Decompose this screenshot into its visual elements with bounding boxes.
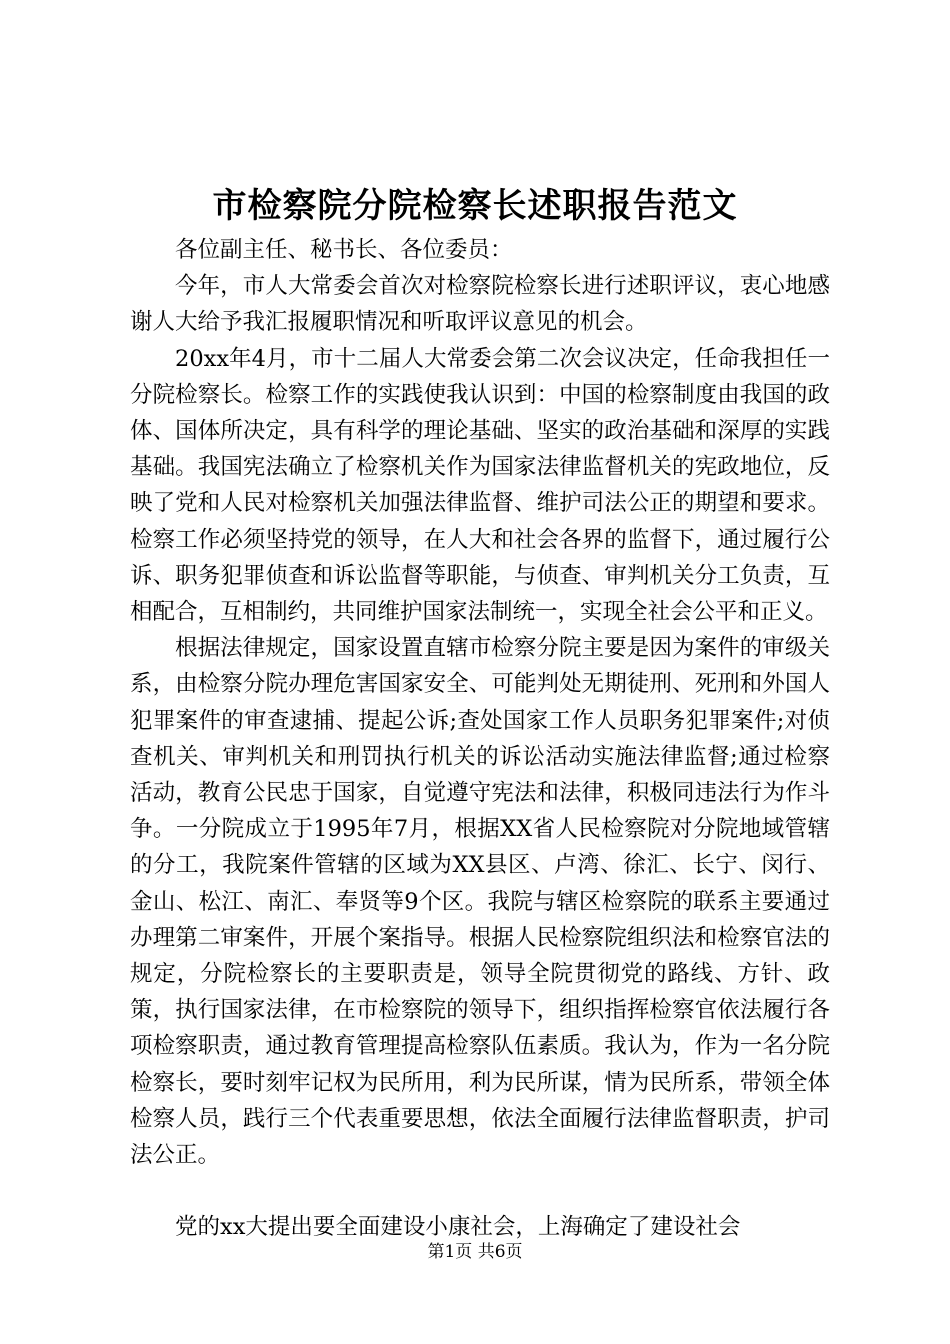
duties-paragraph: 根据法律规定，国家设置直辖市检察分院主要是因为案件的审级关系，由检察分院办理危害国家安全、可能判处无期徒刑、死刑和外国人犯罪案件的审查逮捕、提起公诉;查处国家工作人员职务犯罪案件;对侦查机关、审判机关和刑罚执行机关的诉讼活动实施法律监督;通过检察活动，教育公民忠于国家，自觉遵守宪法和法律，积极同违法行为作斗争。一分院成立于1995年7月，根据XX省人民检察院对分院地域管辖的分工，我院案件管辖的区域为XX县区、卢湾、徐汇、长宁、闵行、金山、松江、南汇、奉贤等9个区。我院与辖区检察院的联系主要通过办理第二审案件，开展个案指导。根据人民检察院组织法和检察官法的规定，分院检察长的主要职责是，领导全院贯彻党的路线、方针、政策，执行国家法律，在市检察院的领导下，组织指挥检察官依法履行各项检察职责，通过教育管理提高检察队伍素质。我认为，作为一名分院检察长，要时刻牢记权为民所用，利为民所谋，情为民所系，带领全体检察人员，践行三个代表重要思想，依法全面履行法律监督职责，护司法公正。 — [130, 635, 830, 1169]
document-title: 市检察院分院检察长述职报告范文 — [212, 186, 738, 226]
document-body — [130, 232, 830, 1245]
appointment-paragraph: 20xx年4月，市十二届人大常委会第二次会议决定，任命我担任一分院检察长。检察工作的实践使我认识到：中国的检察制度由我国的政体、国体所决定，具有科学的理论基础、坚实的政治基础和深厚的实践基础。我国宪法确立了检察机关作为国家法律监督机关的宪政地位，反映了党和人民对检察机关加强法律监督、维护司法公正的期望和要求。检察工作必须坚持党的领导，在人大和社会各界的监督下，通过履行公诉、职务犯罪侦查和诉讼监督等职能，与侦查、审判机关分工负责，互相配合，互相制约，共同维护国家法制统一，实现全社会公平和正义。 — [130, 345, 830, 626]
party-congress-paragraph: 党的xx大提出要全面建设小康社会，上海确定了建设社会 — [175, 1214, 741, 1241]
intro-paragraph: 今年，市人大常委会首次对检察院检察长进行述职评议，衷心地感谢人大给予我汇报履职情况和听取评议意见的机会。 — [130, 273, 830, 336]
page-number: 第1页 共6页 — [427, 1242, 523, 1262]
salutation-paragraph: 各位副主任、秘书长、各位委员： — [175, 237, 513, 263]
